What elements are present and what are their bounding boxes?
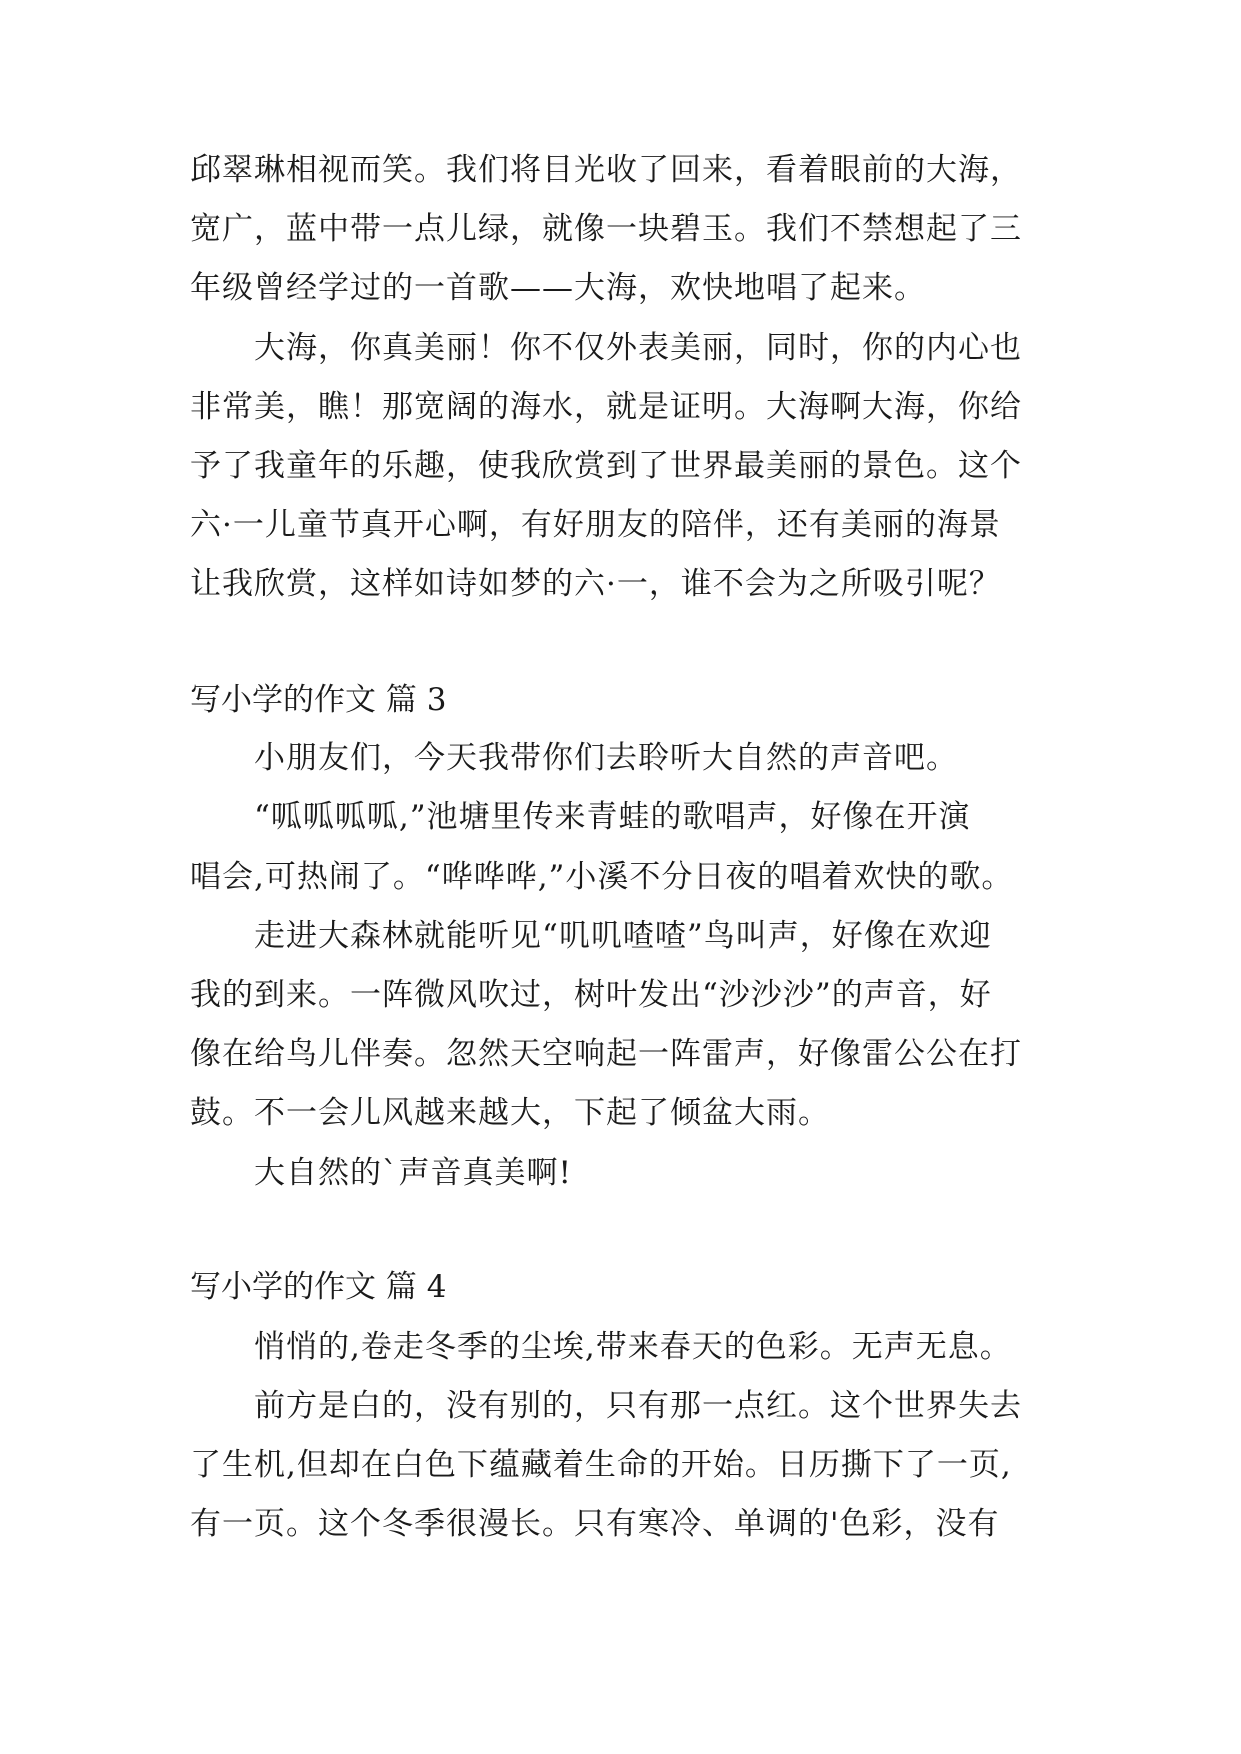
section-heading: 写小学的作文 篇 3 [190,682,447,718]
text-line: 邱翠琳相视而笑。我们将目光收了回来，看着眼前的大海， [190,152,1022,188]
text-line: 了生机,但却在白色下蕴藏着生命的开始。日历撕下了一页, [190,1447,1012,1483]
text-line: 予了我童年的乐趣，使我欣赏到了世界最美丽的景色。这个 [190,448,1022,484]
text-line: 像在给鸟儿伴奏。忽然天空响起一阵雷声，好像雷公公在打 [190,1036,1022,1072]
text-line: 悄悄的,卷走冬季的尘埃,带来春天的色彩。无声无息。 [254,1329,1012,1365]
text-line: 前方是白的，没有别的，只有那一点红。这个世界失去 [254,1388,1022,1424]
text-line: 大海，你真美丽！你不仅外表美丽，同时，你的内心也 [254,330,1022,366]
text-line: 唱会,可热闹了。“哗哗哗,”小溪不分日夜的唱着欢快的歌。 [190,859,1014,895]
text-line: 走进大森林就能听见“叽叽喳喳”鸟叫声，好像在欢迎 [254,918,992,954]
section-heading: 写小学的作文 篇 4 [190,1269,447,1305]
text-line: 小朋友们，今天我带你们去聆听大自然的声音吧。 [254,740,958,776]
text-line: 六·一儿童节真开心啊，有好朋友的陪伴，还有美丽的海景 [190,507,1001,543]
text-line: 年级曾经学过的一首歌——大海，欢快地唱了起来。 [190,270,926,306]
text-line: “呱呱呱呱,”池塘里传来青蛙的歌唱声，好像在开演 [254,799,971,835]
text-line: 让我欣赏，这样如诗如梦的六·一，谁不会为之所吸引呢？ [190,566,1001,602]
text-line: 大自然的`声音真美啊! [254,1155,572,1191]
text-line: 宽广，蓝中带一点儿绿，就像一块碧玉。我们不禁想起了三 [190,211,1022,247]
text-line: 有一页。这个冬季很漫长。只有寒冷、单调的'色彩，没有 [190,1506,1000,1542]
text-line: 我的到来。一阵微风吹过，树叶发出“沙沙沙”的声音，好 [190,977,992,1013]
text-line: 非常美，瞧！那宽阔的海水，就是证明。大海啊大海，你给 [190,389,1022,425]
text-line: 鼓。不一会儿风越来越大，下起了倾盆大雨。 [190,1095,830,1131]
